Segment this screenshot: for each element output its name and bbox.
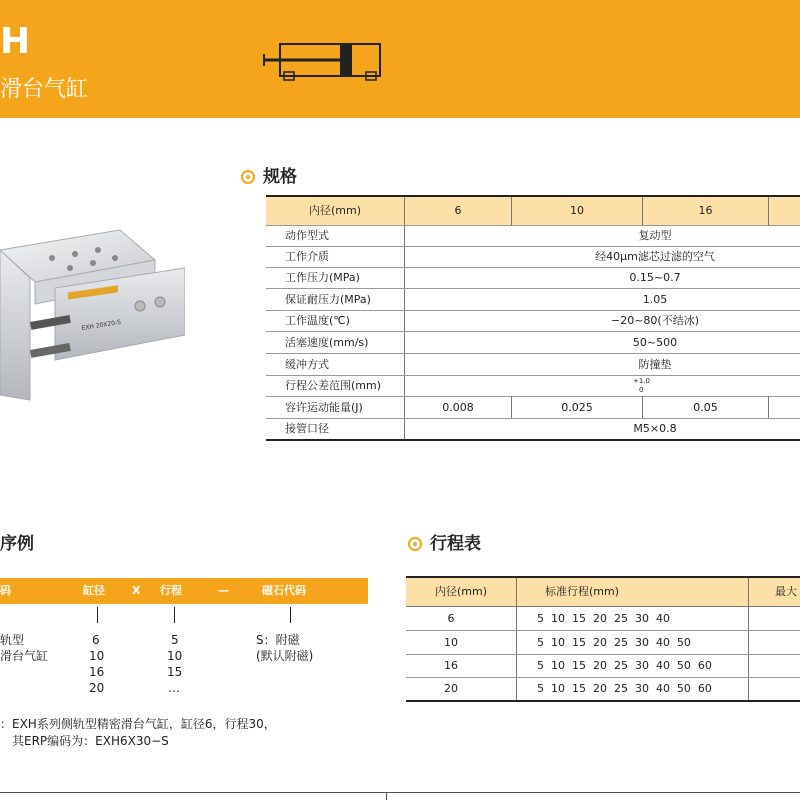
section-bullet-icon	[241, 170, 255, 184]
order-header-bar	[0, 578, 368, 604]
spec-value-cushion: 防撞垫	[638, 358, 672, 371]
order-desc-line: 滑台气缸	[0, 649, 49, 663]
spec-row-label: 活塞速度(mm/s)	[285, 336, 369, 349]
order-section-title: 序例	[0, 534, 34, 554]
page-bottom-divider	[386, 792, 387, 800]
spec-header-divider	[511, 197, 512, 225]
order-stroke-value: 15	[167, 665, 183, 679]
order-note-line2: 其ERP编码为：EXH6X30−S	[12, 734, 169, 748]
spec-energy-6: 0.008	[442, 401, 474, 414]
stroke-header-max: 最大	[775, 585, 797, 598]
spec-energy-divider	[768, 396, 769, 418]
order-header-x: X	[132, 584, 141, 597]
stroke-row-bore: 20	[444, 682, 458, 695]
header-band	[0, 0, 800, 118]
spec-row-label: 动作型式	[285, 229, 329, 242]
order-header-magnet: 磁石代码	[262, 584, 306, 597]
product-subtitle: 滑台气缸	[0, 77, 89, 102]
stroke-row-values: 5 10 15 20 25 30 40 50	[537, 636, 691, 649]
order-tick	[174, 607, 175, 623]
stroke-row-values: 5 10 15 20 25 30 40	[537, 612, 670, 625]
spec-energy-10: 0.025	[561, 401, 593, 414]
order-desc-line: 轨型	[0, 633, 25, 647]
spec-energy-16: 0.05	[693, 401, 718, 414]
spec-value-proof-pressure: 1.05	[642, 293, 668, 306]
stroke-row-bore: 6	[447, 612, 455, 625]
order-magnet-line: (默认附磁)	[256, 649, 314, 663]
spec-header-divider	[768, 197, 769, 225]
cylinder-diagram-icon	[262, 38, 386, 84]
product-engraving: EXH 20X20-S	[81, 318, 122, 332]
order-header-dash: —	[218, 584, 229, 597]
spec-row-label: 缓冲方式	[285, 358, 329, 371]
spec-value-action-type: 复动型	[638, 229, 672, 242]
order-header-bore: 缸径	[83, 584, 105, 597]
spec-row-label: 工作介质	[285, 250, 329, 263]
stroke-row-rule	[406, 630, 800, 631]
spec-value-temperature: −20~80(不结冰)	[610, 314, 699, 327]
page-bottom-rule	[0, 792, 800, 793]
spec-value-port: M5×0.8	[633, 422, 677, 435]
spec-section-title: 规格	[263, 167, 297, 187]
stroke-row-values: 5 10 15 20 25 30 40 50 60	[537, 682, 712, 695]
spec-row-label: 行程公差范围(mm)	[285, 379, 382, 392]
spec-row-label: 接管口径	[285, 422, 329, 435]
spec-value-speed: 50~500	[632, 336, 678, 349]
order-bore-value: 16	[89, 665, 105, 679]
stroke-row-bore: 10	[444, 636, 458, 649]
order-header-code: 码	[0, 584, 11, 597]
order-tick	[97, 607, 98, 623]
stroke-column-divider	[748, 578, 749, 700]
spec-header-divider	[642, 197, 643, 225]
spec-bore-10: 10	[570, 204, 584, 217]
order-magnet-line: S：附磁	[256, 633, 300, 647]
spec-header-divider	[404, 197, 405, 225]
order-stroke-value: …	[168, 681, 180, 695]
order-stroke-value: 10	[167, 649, 183, 663]
stroke-section-title: 行程表	[430, 534, 481, 554]
stroke-row-rule	[406, 606, 800, 607]
order-header-stroke: 行程	[160, 584, 182, 597]
spec-header-label: 内径(mm)	[308, 204, 361, 217]
order-tick	[290, 607, 291, 623]
stroke-header-bore: 内径(mm)	[434, 585, 487, 598]
spec-bore-6: 6	[454, 204, 462, 217]
product-model-title: H	[0, 21, 31, 62]
order-stroke-value: 5	[171, 633, 179, 647]
stroke-header-standard: 标准行程(mm)	[545, 585, 620, 598]
spec-value-tolerance-plus: +1.0	[633, 377, 650, 385]
stroke-table-bottom-rule	[406, 700, 800, 702]
order-bore-value: 20	[89, 681, 105, 695]
stroke-row-bore: 16	[444, 659, 458, 672]
spec-table-bottom-rule	[266, 439, 800, 441]
spec-value-medium: 经40μm滤芯过滤的空气	[595, 250, 715, 263]
order-note-line1: ：EXH系列侧轨型精密滑台气缸，缸径6，行程30，	[0, 717, 276, 731]
product-photo	[0, 210, 185, 410]
order-bore-value: 10	[89, 649, 105, 663]
spec-row-label: 工作压力(MPa)	[285, 271, 360, 284]
spec-row-label: 保证耐压力(MPa)	[285, 293, 371, 306]
section-bullet-icon	[408, 537, 422, 551]
order-bore-value: 6	[92, 633, 100, 647]
stroke-column-divider	[516, 578, 517, 700]
spec-bore-16: 16	[698, 204, 713, 217]
spec-row-label: 工作温度(℃)	[285, 314, 350, 327]
spec-row-label: 容许运动能量(J)	[285, 401, 363, 414]
spec-value-tolerance-minus: 0	[639, 386, 644, 394]
spec-value-pressure: 0.15~0.7	[629, 271, 681, 284]
stroke-row-values: 5 10 15 20 25 30 40 50 60	[537, 659, 712, 672]
